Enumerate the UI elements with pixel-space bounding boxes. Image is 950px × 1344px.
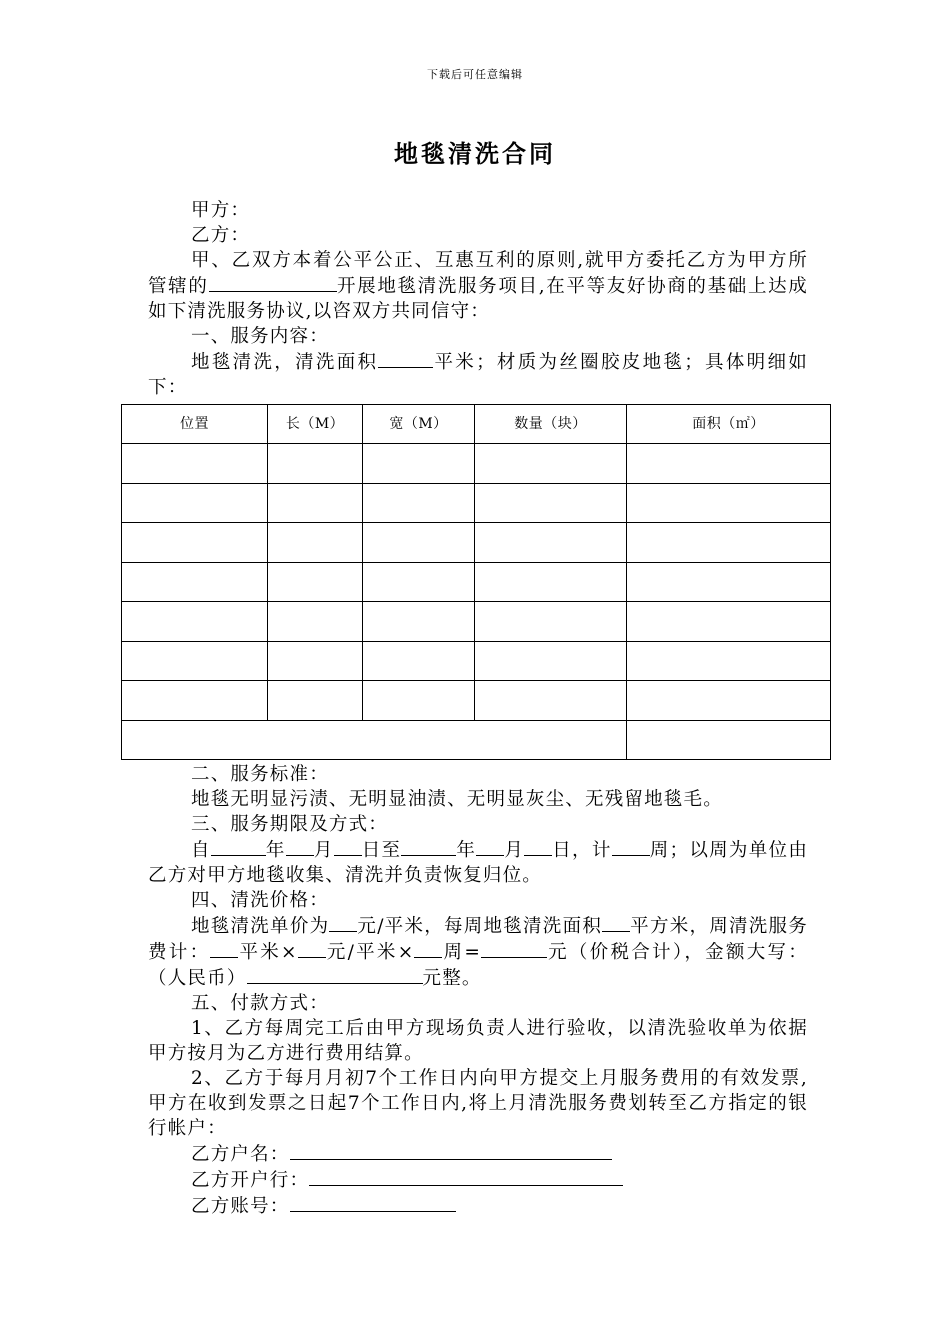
- table-cell[interactable]: [268, 483, 363, 523]
- table-cell[interactable]: [268, 523, 363, 563]
- table-cell[interactable]: [627, 641, 831, 681]
- section5-heading: 五、付款方式：: [191, 993, 329, 1014]
- header-note: 下载后可任意编辑: [427, 68, 523, 81]
- table-cell[interactable]: [627, 602, 831, 642]
- table-cell[interactable]: [627, 444, 831, 484]
- table-cell[interactable]: [268, 562, 363, 602]
- header-quantity: 数量（块）: [475, 405, 627, 444]
- contract-body: [148, 198, 808, 1219]
- table-cell[interactable]: [475, 444, 627, 484]
- table-row: [122, 483, 831, 523]
- text-month: 月: [504, 840, 525, 861]
- text-yuan-whole: 元整。: [422, 968, 482, 989]
- start-year-blank[interactable]: [211, 837, 266, 856]
- text-year: 年: [265, 840, 286, 861]
- table-cell[interactable]: [475, 681, 627, 721]
- section1-text-a: 地毯清洗，清洗面积: [191, 352, 379, 373]
- header-location: 位置: [122, 405, 268, 444]
- table-row: [122, 562, 831, 602]
- table-cell[interactable]: [268, 641, 363, 681]
- header-width: 宽（M）: [363, 405, 475, 444]
- table-cell[interactable]: [122, 523, 268, 563]
- section2-heading: 二、服务标准：: [191, 764, 329, 785]
- weekly-area-blank[interactable]: [602, 913, 630, 932]
- table-cell[interactable]: [268, 602, 363, 642]
- table-cell[interactable]: [627, 681, 831, 721]
- document-title: 地毯清洗合同: [394, 139, 556, 168]
- table-cell[interactable]: [363, 483, 475, 523]
- total-area-cell[interactable]: [627, 720, 831, 760]
- text-sqm-times: 平米×: [238, 942, 298, 963]
- calc-weeks-blank[interactable]: [414, 939, 442, 958]
- text-year: 年: [456, 840, 477, 861]
- account-number-label: 乙方账号：: [191, 1196, 290, 1217]
- text-amount-words: 元（价税合计），金额大写：（人民币）: [148, 942, 809, 989]
- table-cell[interactable]: [363, 444, 475, 484]
- table-cell[interactable]: [627, 523, 831, 563]
- section1-text: [148, 349, 808, 400]
- bank-label: 乙方开户行：: [191, 1170, 310, 1191]
- table-cell[interactable]: [268, 444, 363, 484]
- table-cell[interactable]: [475, 641, 627, 681]
- account-name-blank[interactable]: [290, 1141, 612, 1160]
- total-weeks-blank[interactable]: [612, 837, 650, 856]
- table-cell[interactable]: [122, 681, 268, 721]
- table-cell[interactable]: [475, 562, 627, 602]
- table-header-row: [122, 405, 831, 444]
- table-cell[interactable]: [475, 523, 627, 563]
- calc-area-blank[interactable]: [210, 939, 238, 958]
- account-name-label: 乙方户名：: [191, 1144, 290, 1165]
- section4-heading: 四、清洗价格：: [191, 890, 329, 911]
- text-weekly-fee: 平方米，周清洗服务费计：: [148, 916, 808, 963]
- table-cell[interactable]: [363, 562, 475, 602]
- end-year-blank[interactable]: [401, 837, 456, 856]
- table-row: [122, 681, 831, 721]
- table-cell[interactable]: [363, 602, 475, 642]
- table-cell[interactable]: [627, 562, 831, 602]
- section3-heading: 三、服务期限及方式：: [191, 814, 389, 835]
- table-cell[interactable]: [122, 483, 268, 523]
- intro-paragraph: [148, 248, 808, 324]
- text-unit-price: 地毯清洗单价为: [191, 916, 330, 937]
- table-cell[interactable]: [122, 641, 268, 681]
- intro-text-2: 开展地毯清洗服务项目,在平等友好协商的基础上达成如下清洗服务协议,以咨双方共同信守：: [148, 276, 808, 322]
- section3-text: [148, 837, 808, 888]
- carpet-detail-table: [121, 404, 831, 760]
- header-area: 面积（㎡）: [627, 405, 831, 444]
- table-cell[interactable]: [268, 681, 363, 721]
- table-row: [122, 602, 831, 642]
- section1-heading: 一、服务内容：: [191, 326, 329, 347]
- end-day-blank[interactable]: [524, 837, 552, 856]
- table-row: [122, 641, 831, 681]
- payment-item-1: 1、乙方每周完工后由甲方现场负责人进行验收，以清洗验收单为依据甲方按月为乙方进行费用结算。: [148, 1018, 808, 1064]
- table-cell[interactable]: [475, 602, 627, 642]
- payment-item-2: 2、乙方于每月月初7个工作日内向甲方提交上月服务费用的有效发票,甲方在收到发票之日起7个工作日内,将上月清洗服务费划转至乙方指定的银行帐户：: [148, 1068, 808, 1139]
- end-month-blank[interactable]: [476, 837, 504, 856]
- text-day-to: 日至: [361, 840, 402, 861]
- account-name-line: [148, 1141, 808, 1167]
- total-fee-blank[interactable]: [481, 939, 547, 958]
- bank-blank[interactable]: [309, 1167, 623, 1186]
- bank-line: [148, 1167, 808, 1193]
- table-cell[interactable]: [363, 523, 475, 563]
- table-cell[interactable]: [363, 641, 475, 681]
- section1-text-b: 平米；材质为丝圈胶皮地毯；具体明细如下：: [148, 352, 808, 398]
- text-month: 月: [313, 840, 334, 861]
- table-cell[interactable]: [122, 444, 268, 484]
- table-cell[interactable]: [363, 681, 475, 721]
- table-cell[interactable]: [122, 562, 268, 602]
- text-weekly-area: 元/平米，每周地毯清洗面积: [357, 916, 603, 937]
- table-cell[interactable]: [475, 483, 627, 523]
- calc-price-blank[interactable]: [298, 939, 326, 958]
- table-row: [122, 523, 831, 563]
- unit-price-blank[interactable]: [329, 913, 357, 932]
- table-cell[interactable]: [122, 602, 268, 642]
- start-month-blank[interactable]: [286, 837, 314, 856]
- header-length: 长（M）: [268, 405, 363, 444]
- section4-text: [148, 913, 808, 991]
- table-total-row: [122, 720, 831, 760]
- party-a-line: 甲方：: [191, 200, 251, 221]
- account-number-line: [148, 1193, 808, 1219]
- intro-text-1: 甲、乙双方本着公平公正、互惠互利的原则,就甲方委托乙方为甲方所管辖的: [148, 250, 808, 297]
- text-day-total: 日，计: [552, 840, 612, 861]
- text-weeks-equals: 周=: [442, 942, 482, 963]
- section2-text: 地毯无明显污渍、无明显油渍、无明显灰尘、无残留地毯毛。: [191, 789, 723, 810]
- table-cell[interactable]: [627, 483, 831, 523]
- project-location-blank[interactable]: [209, 273, 337, 292]
- start-day-blank[interactable]: [334, 837, 362, 856]
- account-number-blank[interactable]: [290, 1193, 456, 1212]
- amount-words-blank[interactable]: [247, 965, 423, 984]
- table-row: [122, 444, 831, 484]
- text-from: 自: [191, 840, 211, 861]
- party-b-line: 乙方：: [191, 225, 251, 246]
- text-week-method: 周；以周为单位由乙方对甲方地毯收集、清洗并负责恢复归位。: [148, 840, 809, 886]
- text-price-times: 元/平米×: [325, 942, 415, 963]
- cleaning-area-blank[interactable]: [378, 349, 433, 368]
- total-label-cell[interactable]: [122, 720, 627, 760]
